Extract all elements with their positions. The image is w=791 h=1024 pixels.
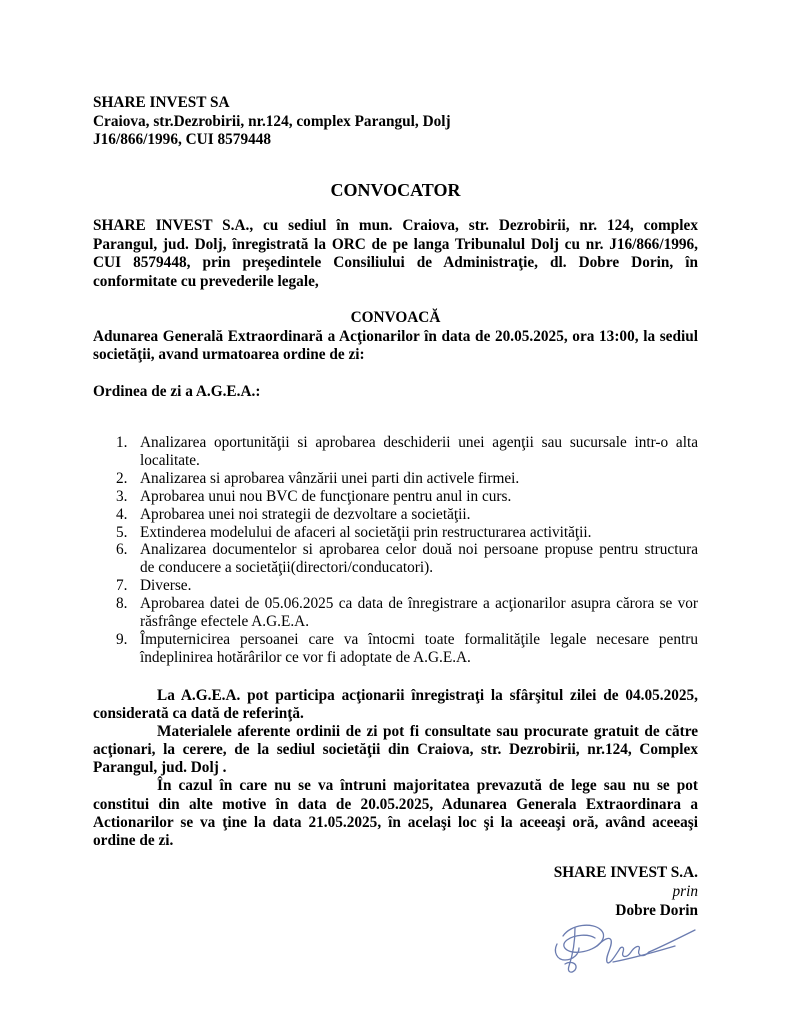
agenda-item-number: 8. <box>116 595 128 613</box>
agenda-item-text <box>140 631 698 667</box>
agenda-item-line: localitate. <box>140 451 200 469</box>
intro-line: conformitate cu prevederile legale, <box>93 272 319 290</box>
convocation-text <box>93 328 698 365</box>
agenda-item-line: Aprobarea unei noi strategii de dezvoltare a societăţii. <box>140 505 471 523</box>
document-title: CONVOCATOR <box>330 180 461 200</box>
agenda-item-text <box>140 488 698 506</box>
agenda-item-number: 9. <box>116 630 128 648</box>
intro-paragraph <box>93 217 698 291</box>
agenda-item-line: Analizarea documentelor si aprobarea celor două noi persoane propuse pentru structura <box>140 541 698 559</box>
notice-line: acţionari, la cerere, de la sediul societăţii din Craiova, str. Dezrobirii, nr.124, Complex <box>93 741 698 759</box>
notice-line: ordine de zi. <box>93 831 174 849</box>
agenda-item-number: 5. <box>116 523 128 541</box>
notice-line: Materialele aferente ordinii de zi pot fi consultate sau procurate gratuit de către <box>157 723 698 741</box>
agenda-item-number: 4. <box>116 505 128 523</box>
agenda-item-line: Extinderea modelului de afaceri al societăţii prin restructurarea activităţii. <box>140 523 592 541</box>
signatory-prefix: prin <box>672 883 698 900</box>
intro-line: SHARE INVEST S.A., cu sediul în mun. Craiova, str. Dezrobirii, nr. 124, complex <box>93 217 698 234</box>
notice-paragraph <box>93 777 698 849</box>
notice-line: constitui din alte motive în data de 20.05.2025, Adunarea Generala Extraordinara a <box>93 795 698 813</box>
agenda-item-text <box>140 470 698 488</box>
agenda-item <box>116 577 698 595</box>
company-header <box>93 94 451 150</box>
agenda-item-line: Aprobarea datei de 05.06.2025 ca data de înregistrare a acţionarilor asupra cărora se vor <box>140 595 698 613</box>
agenda-item <box>116 631 698 667</box>
convocation-line: Adunarea Generală Extraordinară a Acţionarilor în data de 20.05.2025, ora 13:00, la sediul <box>93 328 698 345</box>
signatory-company: SHARE INVEST S.A. <box>553 864 698 881</box>
agenda-item-line: Împuternicirea persoanei care va întocmi toate formalităţile legale necesare pentru <box>140 630 698 648</box>
notice-line: considerată ca dată de referinţă. <box>93 705 304 723</box>
signature-handwriting <box>553 916 698 978</box>
notice-line: Actionarilor se va ţine la data 21.05.2025, în acelaşi loc şi la aceeaşi oră, având aceeaşi <box>93 813 698 831</box>
convocation-heading: CONVOACĂ <box>350 309 441 326</box>
company-name: SHARE INVEST SA <box>93 94 230 111</box>
agenda-item-text <box>140 506 698 524</box>
intro-line: Parangul, jud. Dolj, înregistrată la ORC de pe langa Tribunalul Dolj cu nr. J16/866/1996, <box>93 235 698 253</box>
agenda-heading: Ordinea de zi a A.G.E.A.: <box>93 383 261 400</box>
agenda-item-number: 3. <box>116 487 128 505</box>
agenda-item <box>116 488 698 506</box>
agenda-item-text <box>140 524 698 542</box>
agenda-item-number: 6. <box>116 541 128 559</box>
agenda-item <box>116 434 698 470</box>
agenda-item-text <box>140 434 698 470</box>
notice-paragraph <box>93 687 698 723</box>
agenda-item-line: Analizarea oportunităţii si aprobarea deschiderii unei agenţii sau sucursale intr-o alta <box>140 434 698 451</box>
agenda-item-text <box>140 541 698 577</box>
agenda-item-number: 7. <box>116 577 128 595</box>
company-registration: J16/866/1996, CUI 8579448 <box>93 131 272 148</box>
notice-paragraph <box>93 723 698 777</box>
agenda-item-text <box>140 595 698 631</box>
signatory-name: Dobre Dorin <box>615 902 698 919</box>
agenda-item-line: de conducere a societăţii(directori/conducatori). <box>140 559 434 577</box>
notices-section <box>93 687 698 850</box>
agenda-item-text <box>140 577 698 595</box>
notice-line: În cazul în care nu se va întruni majoritatea prevazută de lege sau nu se pot <box>157 777 698 795</box>
agenda-item-number: 1. <box>116 434 128 451</box>
agenda-item <box>116 524 698 542</box>
agenda-list <box>116 434 698 667</box>
agenda-item <box>116 470 698 488</box>
agenda-item-line: răsfrânge efectele A.G.E.A. <box>140 613 310 631</box>
agenda-item-number: 2. <box>116 469 128 487</box>
agenda-item-line: Diverse. <box>140 577 192 595</box>
signature-block <box>93 863 698 920</box>
agenda-item-line: Analizarea si aprobarea vânzării unei parti din activele firmei. <box>140 469 520 487</box>
intro-line: CUI 8579448, prin preşedintele Consiliului de Administraţie, dl. Dobre Dorin, în <box>93 254 698 272</box>
agenda-item-line: îndeplinirea hotărârilor ce vor fi adoptate de A.G.E.A. <box>140 648 471 666</box>
agenda-item <box>116 541 698 577</box>
company-address: Craiova, str.Dezrobirii, nr.124, complex Parangul, Dolj <box>93 112 451 130</box>
agenda-item-line: Aprobarea unui nou BVC de funcţionare pentru anul in curs. <box>140 487 512 505</box>
convocation-line: societăţii, avand urmatoarea ordine de zi: <box>93 346 365 364</box>
agenda-item <box>116 506 698 524</box>
notice-line: La A.G.E.A. pot participa acţionarii înregistraţi la sfârşitul zilei de 04.05.2025, <box>157 687 698 704</box>
agenda-item <box>116 595 698 631</box>
notice-line: Parangul, jud. Dolj . <box>93 759 227 777</box>
